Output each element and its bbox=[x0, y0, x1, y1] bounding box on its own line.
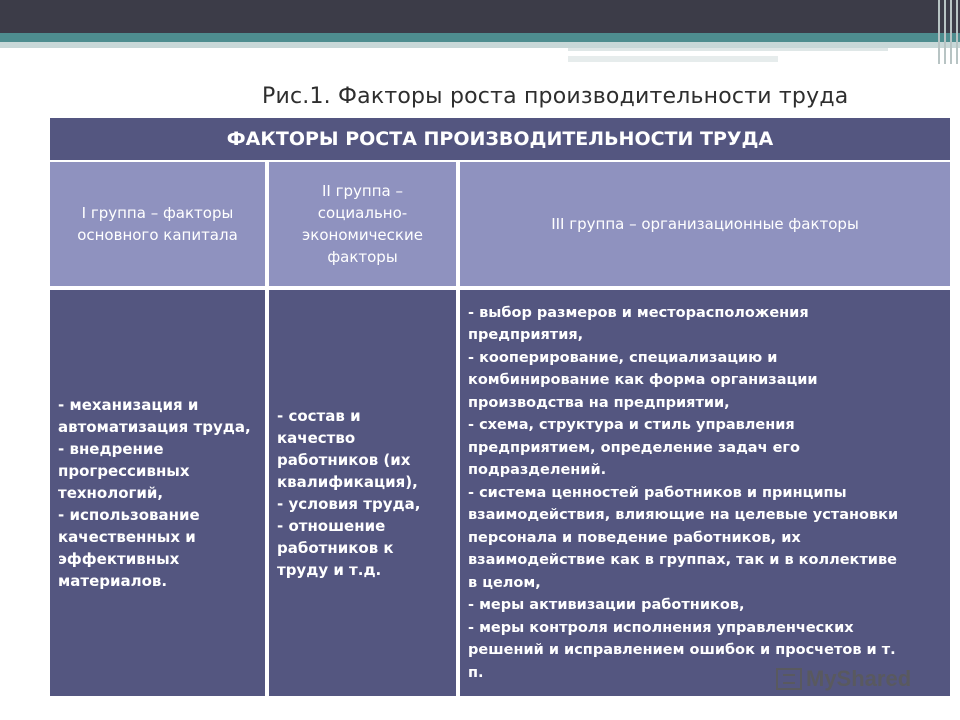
watermark-text: MyShared bbox=[806, 666, 912, 691]
watermark bbox=[776, 666, 911, 692]
teal-band bbox=[0, 33, 960, 42]
group-1-content bbox=[50, 290, 265, 696]
group-1-heading: I группа – факторы основного капитала bbox=[50, 162, 265, 286]
group-3-content bbox=[460, 290, 950, 696]
myshared-logo-icon bbox=[776, 668, 802, 690]
group-3-text: - выбор размеров и месторасположения предприятия, - кооперирование, специализацию и комбинирование как форма организации производства на предприятии, - схема, структура и стиль управления предприятием, определение задач его подразделений. - система ценностей работников и принципы взаимодействия, влияющие на целевые установки персонала и поведение работников, их взаимодействие как в группах, так и в коллективе в целом, - меры активизации работников, - меры контроля исполнения управленческих решений и исправлением ошибок и просчетов и т. п. bbox=[468, 304, 899, 681]
table-header: ФАКТОРЫ РОСТА ПРОИЗВОДИТЕЛЬНОСТИ ТРУДА bbox=[50, 118, 950, 160]
group-3-heading: III группа – организационные факторы bbox=[460, 162, 950, 286]
figure-caption: Рис.1. Факторы роста производительности труда bbox=[262, 84, 849, 109]
group-2-text: - состав и качество работников (их квалификация), - условия труда, - отношение работников к труду и т.д. bbox=[277, 407, 421, 579]
decor-vertical-lines bbox=[936, 0, 960, 64]
factors-table bbox=[50, 118, 950, 698]
decor-stripe bbox=[568, 48, 888, 51]
group-2-heading: II группа – социально-экономические факторы bbox=[269, 162, 456, 286]
group-2-content bbox=[269, 290, 456, 696]
decor-stripe bbox=[568, 56, 778, 62]
group-1-text: - механизация и автоматизация труда, - внедрение прогрессивных технологий, - использование качественных и эффективных материалов. bbox=[58, 396, 251, 590]
